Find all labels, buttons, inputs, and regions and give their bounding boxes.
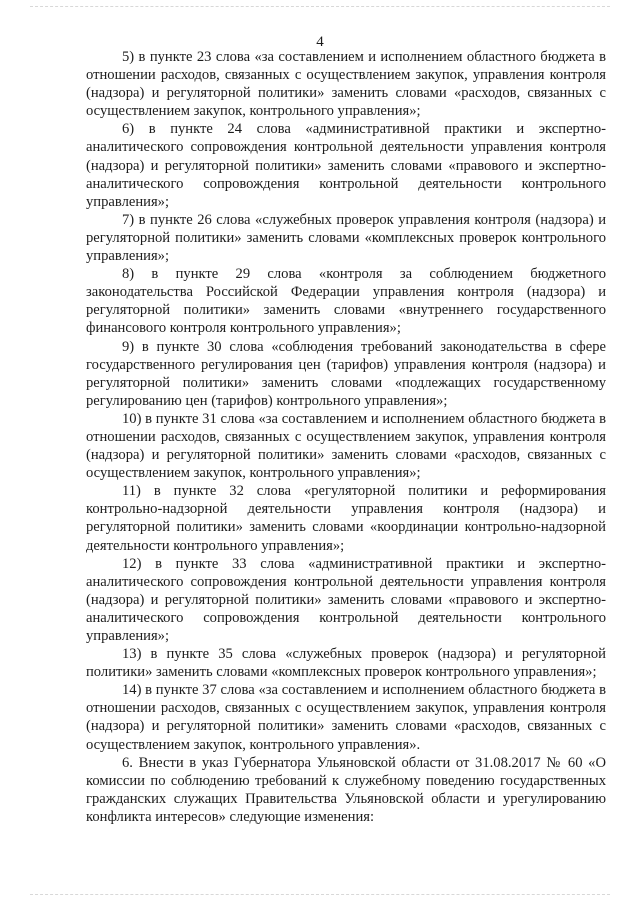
paragraph-item-6: 6) в пункте 24 слова «административной практики и экспертно-аналитического сопровождения контрольной деятельности управления контроля (надзора) и регуляторной политики» заменить словами «правового и экспертно-аналитического сопровождения контрольной деятельности контрольного управления»;	[86, 121, 606, 210]
paragraph-item-11: 11) в пункте 32 слова «регуляторной политики и реформирования контрольно-надзорной деятельности управления контроля (надзора) и регуляторной политики» заменить словами «координации контрольно-надзорной деятельности контрольного управления»;	[86, 483, 606, 554]
page-number: 4	[316, 34, 324, 50]
paragraph-item-12: 12) в пункте 33 слова «административной практики и экспертно-аналитического сопровождения контрольной деятельности управления контроля (надзора) и регуляторной политики» заменить словами «правового и экспертно-аналитического сопровождения контрольной деятельности контрольного управления»;	[86, 555, 606, 644]
paragraph-item-14: 14) в пункте 37 слова «за составлением и исполнением областного бюджета в отношении расходов, связанных с осуществлением закупок, управления контроля (надзора) и регуляторной политики» заменить словами «расходов, связанных с осуществлением закупок, контрольного управления».	[86, 682, 606, 753]
paragraph-section-6: 6. Внести в указ Губернатора Ульяновской области от 31.08.2017 № 60 «О комиссии по соблюдению требований к служебному поведению государственных гражданских служащих Правительства Ульяновской области и урегулированию конфликта интересов» следующие изменения:	[86, 754, 606, 825]
paragraph-item-9: 9) в пункте 30 слова «соблюдения требований законодательства в сфере государственного регулирования цен (тарифов) управления контроля (надзора) и регуляторной политики» заменить словами «подлежащих государственному регулированию цен (тарифов) контрольного управления»;	[86, 338, 606, 409]
paragraph-item-13: 13) в пункте 35 слова «служебных проверок (надзора) и регуляторной политики» заменить словами «комплексных проверок контрольного управления»;	[86, 646, 606, 681]
paragraph-item-10: 10) в пункте 31 слова «за составлением и исполнением областного бюджета в отношении расходов, связанных с осуществлением закупок, управления контроля (надзора) и регуляторной политики» заменить словами «расходов, связанных с осуществлением закупок, контрольного управления»;	[86, 410, 606, 482]
paragraph-item-5: 5) в пункте 23 слова «за составлением и исполнением областного бюджета в отношении расходов, связанных с осуществлением закупок, управления контроля (надзора) и регуляторной политики» заменить словами «расходов, связанных с осуществлением закупок, контрольного управления»;	[86, 49, 606, 120]
paragraph-item-8: 8) в пункте 29 слова «контроля за соблюдением бюджетного законодательства Российской Федерации управления контроля (надзора) и регуляторной политики» заменить словами «внутреннего государственного финансового контроля контрольного управления»;	[86, 266, 606, 337]
scan-edge-bottom	[30, 894, 610, 897]
document-body	[86, 48, 606, 826]
scan-edge-top	[30, 6, 610, 9]
paragraph-item-7: 7) в пункте 26 слова «служебных проверок управления контроля (надзора) и регуляторной политики» заменить словами «комплексных проверок контрольного управления»;	[86, 211, 606, 265]
